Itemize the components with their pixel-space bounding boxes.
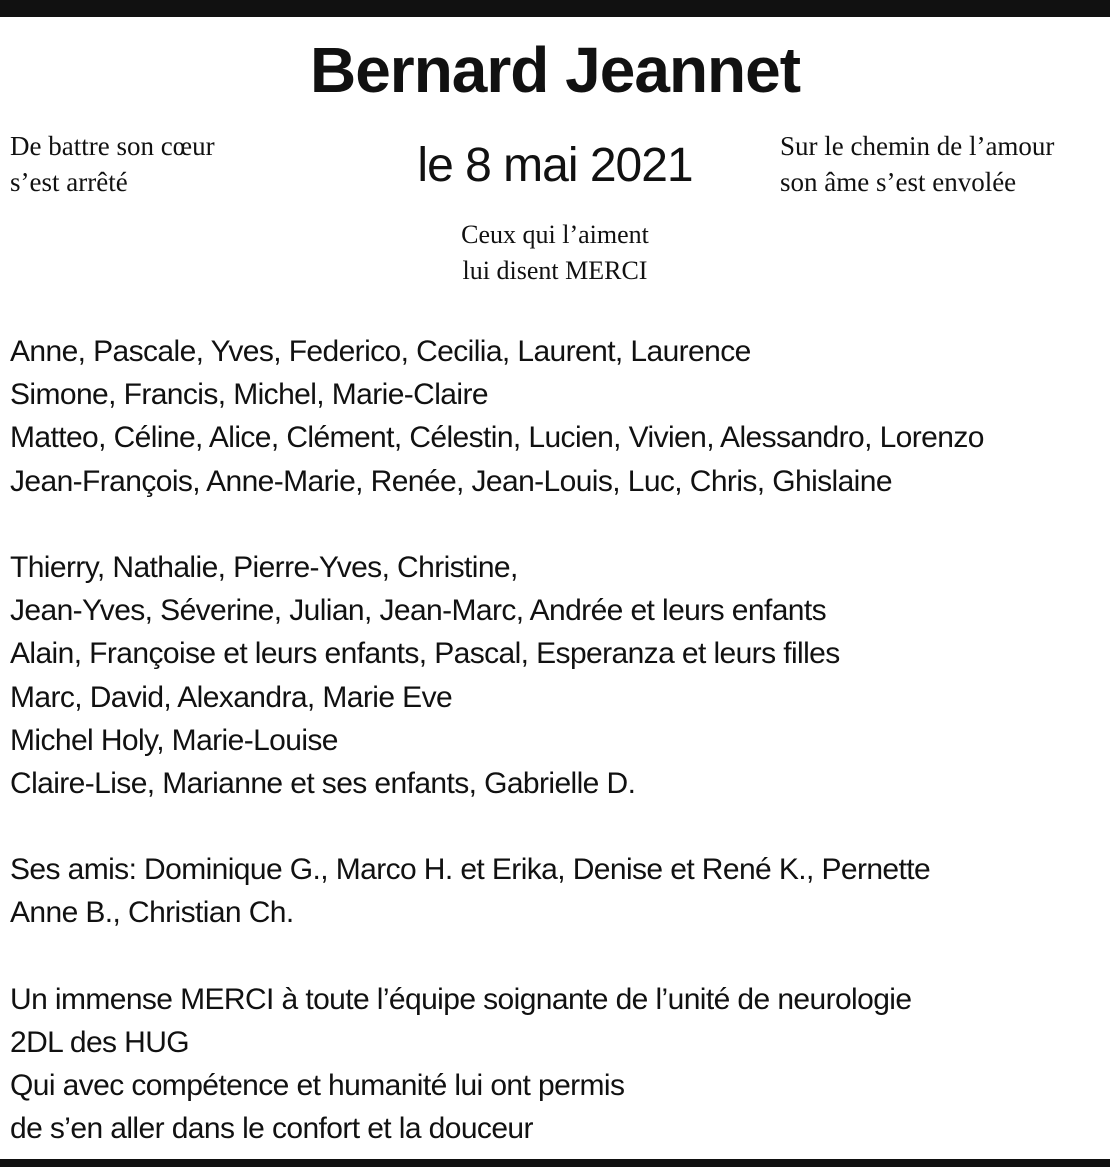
paragraph-gap bbox=[10, 935, 1108, 978]
family-line: Anne, Pascale, Yves, Federico, Cecilia, Laurent, Laurence bbox=[10, 335, 751, 368]
family-line: Marc, David, Alexandra, Marie Eve bbox=[10, 680, 453, 714]
friends-line: Anne B., Christian Ch. bbox=[10, 896, 294, 930]
family-group-2 bbox=[10, 546, 1108, 805]
verse-left-line: De battre son cœur bbox=[10, 131, 215, 161]
closing-group bbox=[10, 978, 1108, 1151]
closing-line: Qui avec compétence et humanité lui ont permis bbox=[10, 1069, 625, 1103]
family-line: Alain, Françoise et leurs enfants, Pascal, Esperanza et leurs filles bbox=[10, 637, 840, 671]
family-line: Jean-François, Anne-Marie, Renée, Jean-Louis, Luc, Chris, Ghislaine bbox=[10, 464, 892, 498]
paragraph-gap bbox=[10, 503, 1108, 546]
deceased-name: Bernard Jeannet bbox=[309, 34, 801, 106]
family-line: Thierry, Nathalie, Pierre-Yves, Christine, bbox=[10, 550, 518, 584]
family-line: Matteo, Céline, Alice, Clément, Célestin, Lucien, Vivien, Alessandro, Lorenzo bbox=[10, 421, 984, 455]
closing-line: 2DL des HUG bbox=[10, 1026, 190, 1059]
thanks-line: Ceux qui l’aiment bbox=[461, 220, 649, 249]
verse-right-line: Sur le chemin de l’amour bbox=[780, 131, 1055, 161]
friends-line: Ses amis: Dominique G., Marco H. et Erika, Denise et René K., Pernette bbox=[10, 853, 931, 887]
announcement-body bbox=[10, 330, 1108, 1151]
closing-line: Un immense MERCI à toute l’équipe soignante de l’unité de neurologie bbox=[10, 982, 912, 1016]
thanks-line: lui disent MERCI bbox=[462, 256, 648, 285]
family-line: Claire-Lise, Marianne et ses enfants, Gabrielle D. bbox=[10, 766, 636, 800]
family-line: Simone, Francis, Michel, Marie-Claire bbox=[10, 378, 488, 412]
verse-right bbox=[780, 128, 1108, 200]
verse-left-line: s’est arrêté bbox=[10, 167, 128, 197]
top-border-rule bbox=[0, 0, 1110, 17]
paragraph-gap bbox=[10, 805, 1108, 848]
thanks-message bbox=[350, 217, 760, 289]
verse-left bbox=[10, 128, 330, 200]
verse-right-line: son âme s’est envolée bbox=[780, 167, 1017, 197]
death-date: le 8 mai 2021 bbox=[417, 139, 693, 192]
friends-group bbox=[10, 848, 1108, 934]
closing-line: de s’en aller dans le confort et la douceur bbox=[10, 1112, 533, 1146]
family-line: Jean-Yves, Séverine, Julian, Jean-Marc, Andrée et leurs enfants bbox=[10, 594, 826, 628]
bottom-border-rule bbox=[0, 1159, 1110, 1167]
family-line: Michel Holy, Marie-Louise bbox=[10, 723, 338, 757]
family-group-1 bbox=[10, 330, 1108, 503]
